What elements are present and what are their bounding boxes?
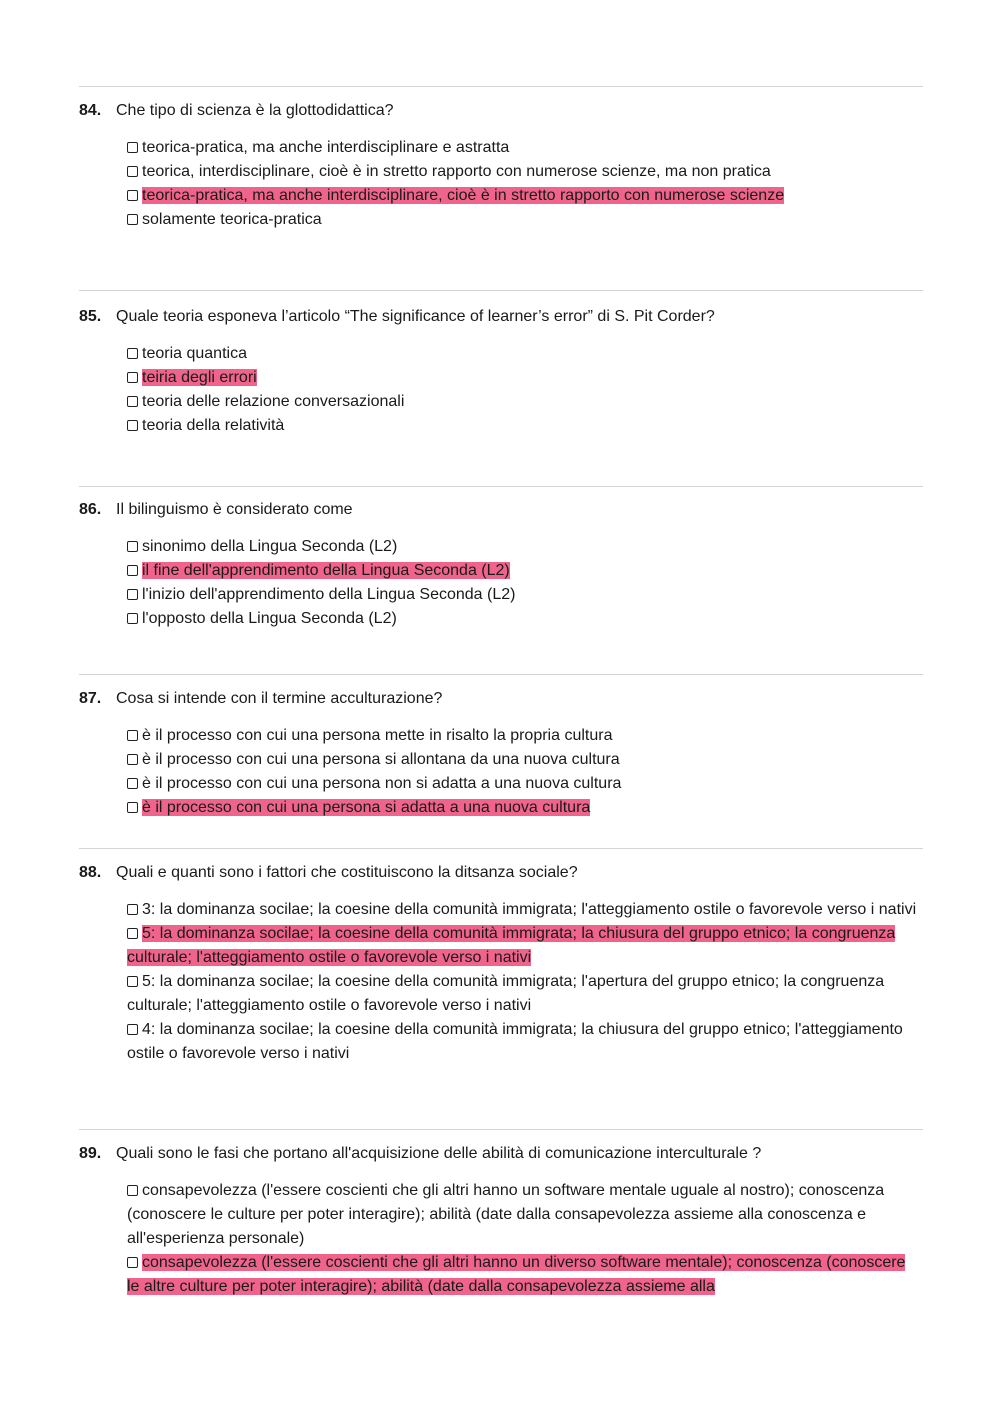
question-text: Cosa si intende con il termine acculturazione? [116,690,443,707]
option-text: è il processo con cui una persona non si adatta a una nuova cultura [142,775,622,792]
option-text: l'inizio dell'apprendimento della Lingua Seconda (L2) [142,586,516,603]
divider [79,674,923,675]
question-number: 84. [79,102,102,119]
empty-checkbox-icon[interactable] [127,541,138,552]
empty-checkbox-icon[interactable] [127,1185,138,1196]
options-list [127,1179,917,1299]
divider [79,86,923,87]
empty-checkbox-icon[interactable] [127,565,138,576]
empty-checkbox-icon[interactable] [127,754,138,765]
answer-option [127,559,917,583]
answer-option [127,583,917,607]
option-text: è il processo con cui una persona si allontana da una nuova cultura [142,751,620,768]
answer-option [127,390,917,414]
empty-checkbox-icon[interactable] [127,190,138,201]
question-text: Che tipo di scienza è la glottodidattica? [116,102,394,119]
empty-checkbox-icon[interactable] [127,904,138,915]
answer-option [127,1251,917,1299]
options-list [127,136,917,232]
option-text: solamente teorica-pratica [142,211,322,228]
question-86 [79,499,923,631]
option-text: teoria delle relazione conversazionali [142,393,405,410]
answer-option [127,922,917,970]
answer-option [127,1018,917,1066]
option-text: è il processo con cui una persona mette in risalto la propria cultura [142,727,613,744]
option-text: 4: la dominanza socilae; la coesine della comunità immigrata; la chiusura del gruppo etnico; l'atteggiamento ostile o favorevole verso i nativi [127,1021,903,1062]
empty-checkbox-icon[interactable] [127,214,138,225]
option-text: consapevolezza (l'essere coscienti che gli altri hanno un software mentale uguale al nostro); conoscenza (conoscere le culture per poter interagire); abilità (date dalla consapevolezza assieme alla conoscenza e all'esperienza personale) [127,1182,885,1247]
option-text: 5: la dominanza socilae; la coesine della comunità immigrata; la chiusura del gruppo etnico; la congruenza culturale; l'atteggiamento ostile o favorevole verso i nativi [127,925,896,966]
answer-option [127,414,917,438]
empty-checkbox-icon[interactable] [127,1257,138,1268]
option-text: teiria degli errori [142,369,257,386]
question-89 [79,1143,923,1299]
question-number: 85. [79,308,102,325]
option-text: teorica, interdisciplinare, cioè è in stretto rapporto con numerose scienze, ma non pratica [142,163,771,180]
option-text: sinonimo della Lingua Seconda (L2) [142,538,398,555]
empty-checkbox-icon[interactable] [127,976,138,987]
option-text: teoria quantica [142,345,247,362]
answer-option [127,607,917,631]
empty-checkbox-icon[interactable] [127,372,138,383]
answer-option [127,342,917,366]
answer-option [127,970,917,1018]
answer-option [127,1179,917,1251]
option-text: consapevolezza (l'essere coscienti che gli altri hanno un diverso software mentale); conoscenza (conoscere le altre culture per poter interagire); abilità (date dalla consapevolezza assieme alla [127,1254,906,1295]
question-88 [79,862,923,1066]
option-text: l'opposto della Lingua Seconda (L2) [142,610,397,627]
empty-checkbox-icon[interactable] [127,396,138,407]
option-text: teorica-pratica, ma anche interdisciplinare e astratta [142,139,510,156]
question-84 [79,100,923,232]
answer-option [127,535,917,559]
question-text: Quali e quanti sono i fattori che costituiscono la ditsanza sociale? [116,864,578,881]
question-number: 87. [79,690,102,707]
empty-checkbox-icon[interactable] [127,1024,138,1035]
divider [79,1129,923,1130]
answer-option [127,772,917,796]
empty-checkbox-icon[interactable] [127,730,138,741]
option-text: 3: la dominanza socilae; la coesine della comunità immigrata; l'atteggiamento ostile o favorevole verso i nativi [142,901,917,918]
answer-option [127,184,917,208]
empty-checkbox-icon[interactable] [127,928,138,939]
answer-option [127,366,917,390]
empty-checkbox-icon[interactable] [127,613,138,624]
question-number: 86. [79,501,102,518]
empty-checkbox-icon[interactable] [127,589,138,600]
options-list [127,898,917,1066]
question-85 [79,306,923,438]
option-text: teoria della relatività [142,417,285,434]
question-text: Quale teoria esponeva l’articolo “The significance of learner’s error” di S. Pit Corder? [116,308,715,325]
options-list [127,724,917,820]
options-list [127,535,917,631]
empty-checkbox-icon[interactable] [127,420,138,431]
empty-checkbox-icon[interactable] [127,166,138,177]
question-text: Il bilinguismo è considerato come [116,501,353,518]
option-text: 5: la dominanza socilae; la coesine della comunità immigrata; l'apertura del gruppo etnico; la congruenza culturale; l'atteggiamento ostile o favorevole verso i nativi [127,973,885,1014]
answer-option [127,796,917,820]
option-text: teorica-pratica, ma anche interdisciplinare, cioè è in stretto rapporto con numerose scienze [142,187,785,204]
question-number: 88. [79,864,102,881]
answer-option [127,160,917,184]
empty-checkbox-icon[interactable] [127,778,138,789]
divider [79,848,923,849]
answer-option [127,208,917,232]
answer-option [127,136,917,160]
options-list [127,342,917,438]
empty-checkbox-icon[interactable] [127,802,138,813]
question-number: 89. [79,1145,102,1162]
empty-checkbox-icon[interactable] [127,348,138,359]
option-text: il fine dell'apprendimento della Lingua Seconda (L2) [142,562,510,579]
answer-option [127,748,917,772]
answer-option [127,898,917,922]
answer-option [127,724,917,748]
question-87 [79,688,923,820]
option-text: è il processo con cui una persona si adatta a una nuova cultura [142,799,591,816]
divider [79,290,923,291]
question-text: Quali sono le fasi che portano all'acquisizione delle abilità di comunicazione interculturale ? [116,1145,762,1162]
divider [79,486,923,487]
empty-checkbox-icon[interactable] [127,142,138,153]
